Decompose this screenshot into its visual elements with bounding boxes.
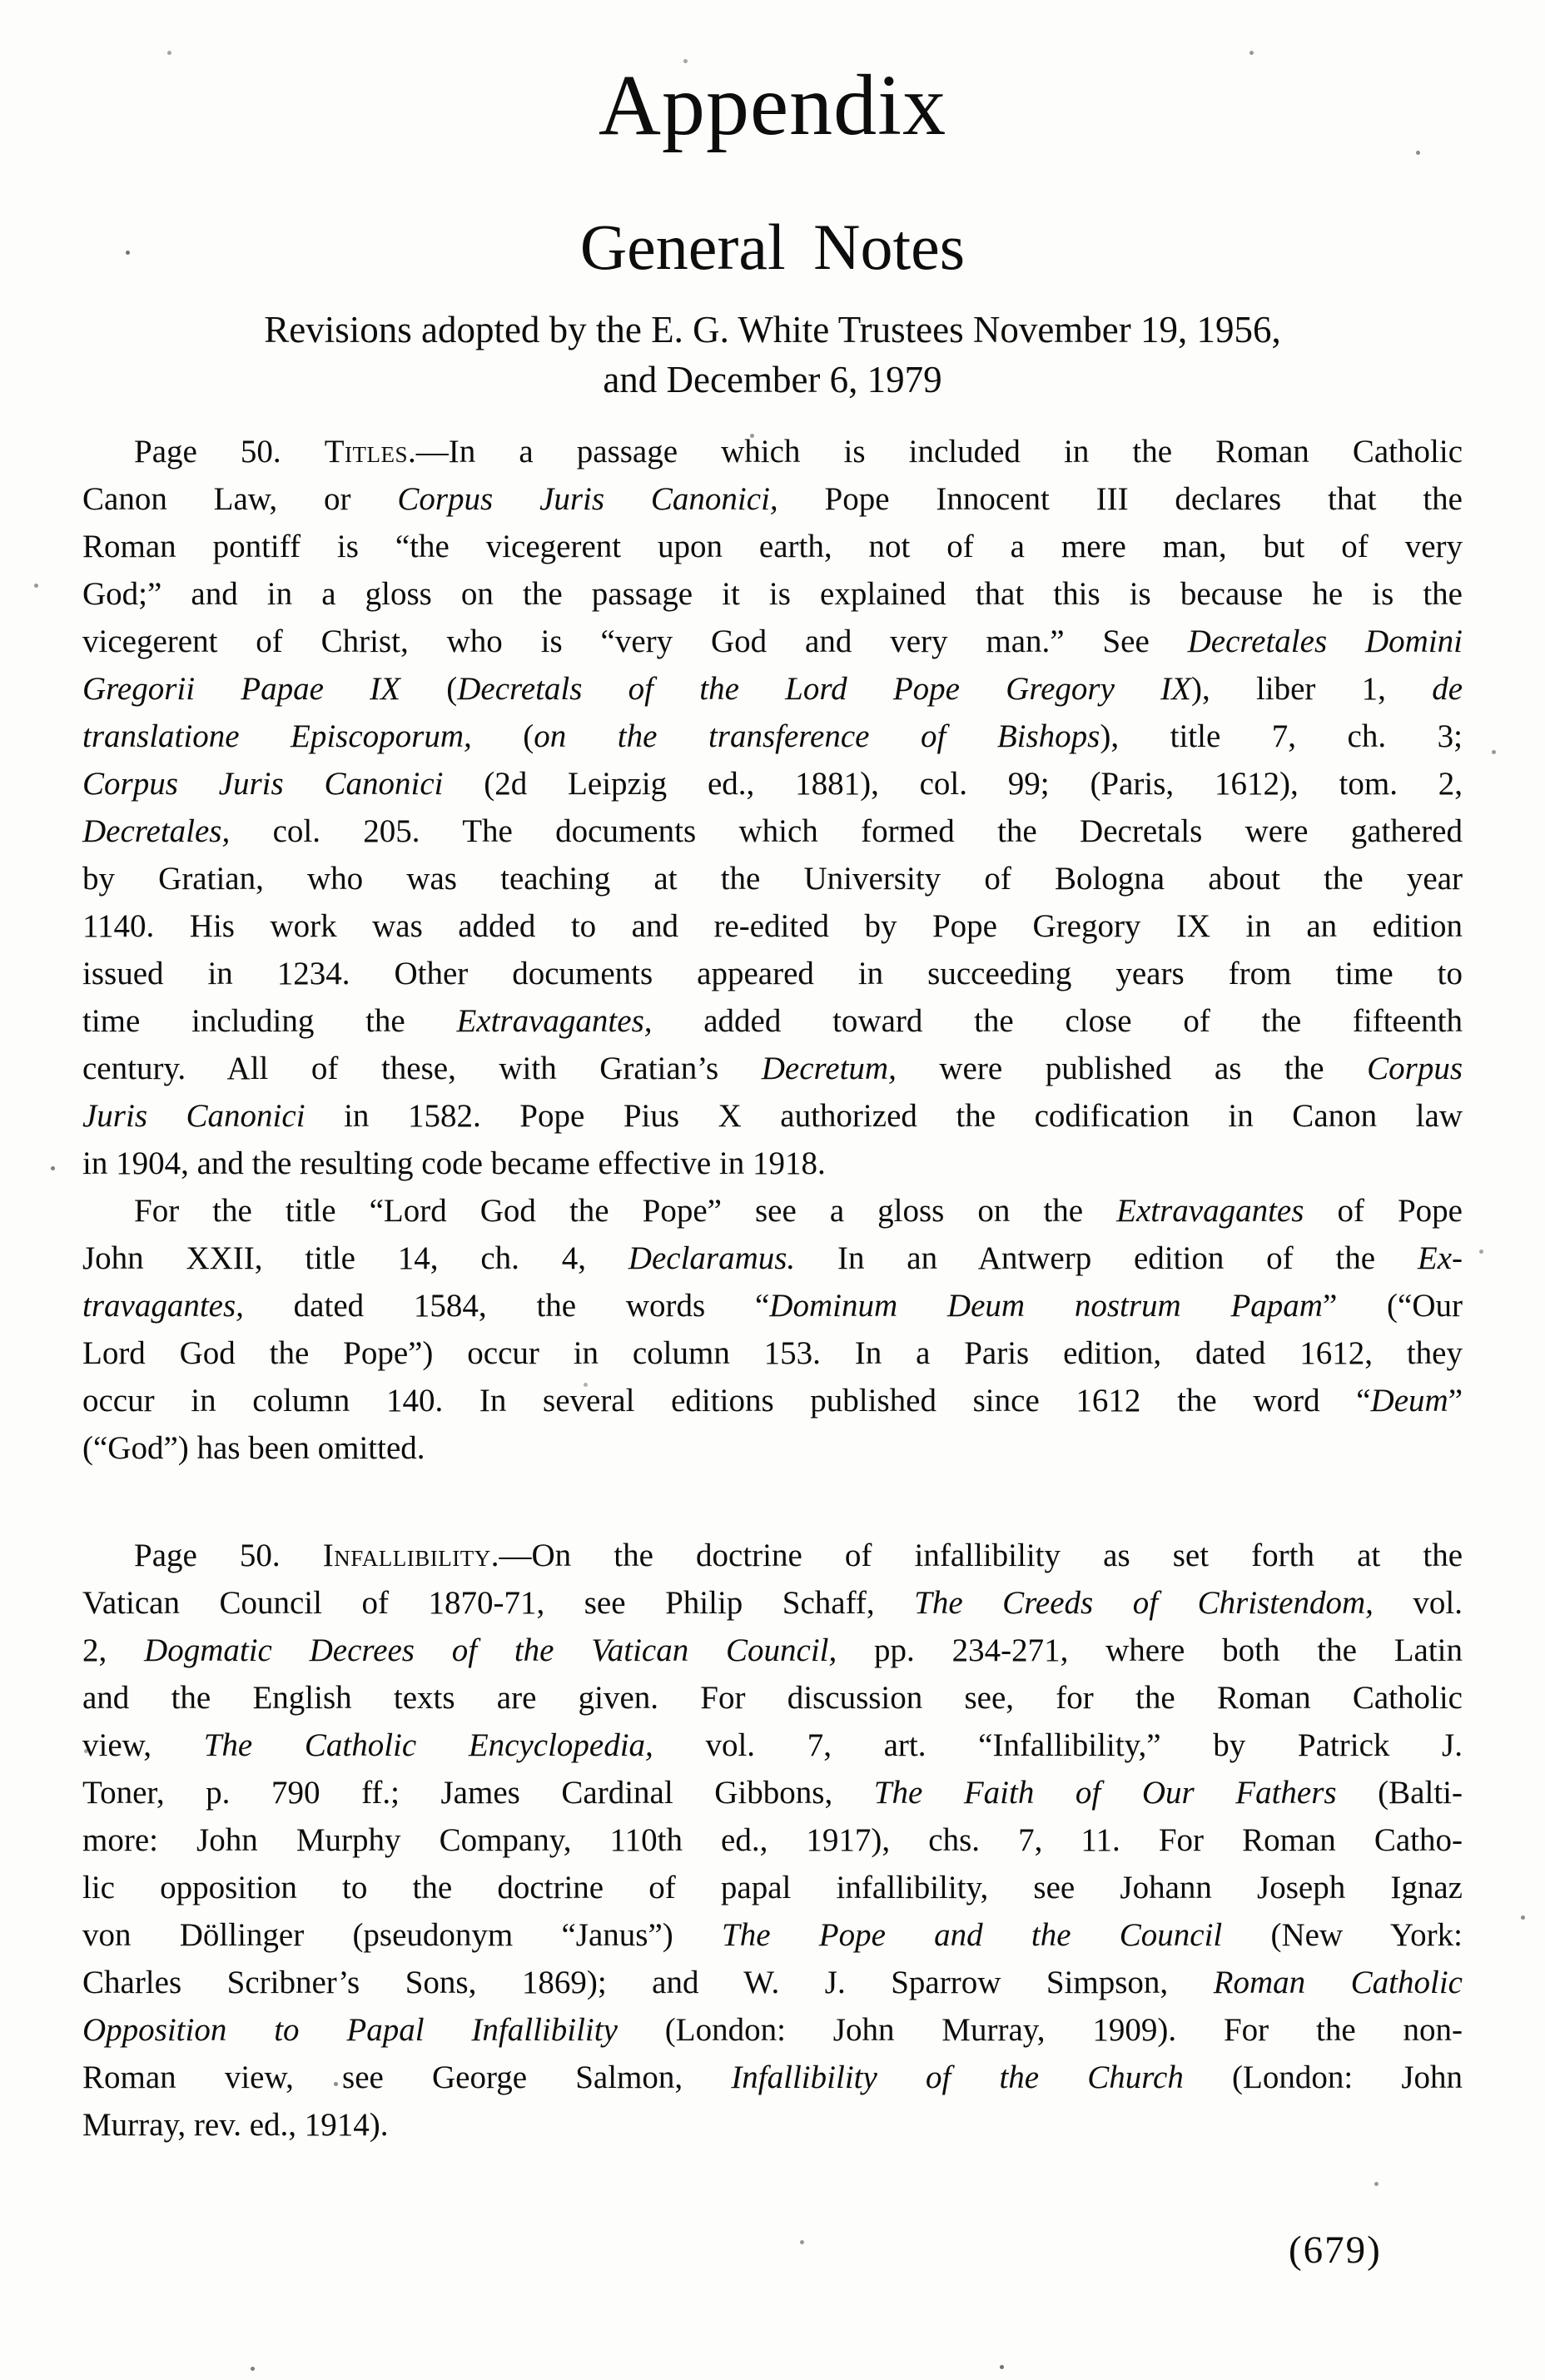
text-line bbox=[82, 855, 1463, 902]
text-line bbox=[82, 1627, 1463, 1674]
text-segment: issued in 1234. Other documents appeared in succeeding years from time to bbox=[82, 955, 1463, 991]
italic-text: Decretales Domini bbox=[1187, 623, 1463, 659]
italic-text: Corpus Juris Canonici, bbox=[397, 480, 778, 517]
text-segment: Lord God the Pope”) occur in column 153. In a Paris edition, dated 1612, they bbox=[82, 1334, 1463, 1371]
italic-text: Decretum, bbox=[761, 1050, 897, 1086]
text-segment: Toner, p. 790 ff.; James Cardinal Gibbons, bbox=[82, 1774, 874, 1811]
page-title: Appendix bbox=[598, 57, 947, 153]
text-segment: lic opposition to the doctrine of papal infallibility, see Johann Joseph Ignaz bbox=[82, 1869, 1463, 1905]
italic-text: Extravagantes, bbox=[456, 1002, 653, 1039]
text-segment: Murray, rev. ed., 1914). bbox=[82, 2106, 389, 2143]
italic-text: travagantes, bbox=[82, 1287, 244, 1324]
smallcaps-text: Infallibility bbox=[322, 1537, 491, 1573]
text-segment: occur in column 140. In several editions published since 1612 the word “ bbox=[82, 1382, 1371, 1419]
text-line bbox=[82, 570, 1463, 618]
text-line bbox=[82, 713, 1463, 760]
text-line bbox=[82, 475, 1463, 523]
paragraph bbox=[82, 428, 1463, 1187]
italic-text: Opposition to Papal Infallibility bbox=[82, 2011, 618, 2048]
text-line bbox=[82, 1911, 1463, 1959]
text-segment: ” bbox=[1448, 1382, 1463, 1419]
italic-text: Declaramus. bbox=[628, 1240, 796, 1276]
text-line bbox=[82, 1235, 1463, 1282]
italic-text: Decretales, bbox=[82, 812, 231, 849]
text-line bbox=[82, 997, 1463, 1045]
italic-text: Roman Catholic bbox=[1213, 1964, 1463, 2000]
scan-noise bbox=[0, 0, 2, 2]
text-line bbox=[82, 523, 1463, 570]
italic-text: Decretals of the Lord Pope Gregory IX bbox=[457, 670, 1191, 707]
text-segment: God;” and in a gloss on the passage it is explained that this is because he is the bbox=[82, 575, 1463, 612]
text-line bbox=[82, 950, 1463, 997]
text-segment: vol. bbox=[1373, 1584, 1463, 1621]
italic-text: on the transference of Bishops bbox=[534, 718, 1100, 754]
text-line bbox=[82, 1959, 1463, 2006]
text-line bbox=[82, 1864, 1463, 1911]
text-line bbox=[82, 1579, 1463, 1627]
text-line bbox=[82, 1329, 1463, 1377]
text-line bbox=[82, 2101, 1463, 2149]
text-segment: (London: John bbox=[1183, 2059, 1463, 2095]
text-segment: Charles Scribner’s Sons, 1869); and W. J. Sparrow Simpson, bbox=[82, 1964, 1214, 2000]
text-line bbox=[82, 428, 1463, 475]
text-line bbox=[82, 1045, 1463, 1092]
text-segment: (Balti- bbox=[1336, 1774, 1463, 1811]
paragraph bbox=[82, 1187, 1463, 1472]
text-segment: Vatican Council of 1870-71, see Philip Schaff, bbox=[82, 1584, 915, 1621]
text-segment: ” (“Our bbox=[1322, 1287, 1463, 1324]
text-segment: Roman view, see George Salmon, bbox=[82, 2059, 732, 2095]
page-number: (679) bbox=[1289, 2228, 1382, 2272]
text-line bbox=[82, 902, 1463, 950]
text-segment: and the English texts are given. For discussion see, for the Roman Catholic bbox=[82, 1679, 1463, 1716]
text-segment: .—On the doctrine of infallibility as set forth at the bbox=[490, 1537, 1463, 1573]
text-segment: vol. 7, art. “Infallibility,” by Patrick J. bbox=[653, 1727, 1463, 1763]
italic-text: translatione Episcoporum, bbox=[82, 718, 472, 754]
text-line bbox=[82, 1092, 1463, 1140]
text-line bbox=[82, 1532, 1463, 1579]
paragraph bbox=[82, 1532, 1463, 2149]
text-segment: 2, bbox=[82, 1632, 145, 1668]
text-segment: For the title “Lord God the Pope” see a gloss on the bbox=[134, 1192, 1117, 1229]
text-segment: Page 50. bbox=[134, 433, 325, 470]
italic-text: The Catholic Encyclopedia, bbox=[203, 1727, 653, 1763]
italic-text: The Faith of Our Fathers bbox=[873, 1774, 1337, 1811]
italic-text: Extravagantes bbox=[1116, 1192, 1304, 1229]
text-segment: Pope Innocent III declares that the bbox=[777, 480, 1463, 517]
text-segment: ( bbox=[400, 670, 458, 707]
text-segment: ( bbox=[471, 718, 534, 754]
italic-text: Ex- bbox=[1417, 1240, 1463, 1276]
italic-text: Deum bbox=[1370, 1382, 1448, 1419]
italic-text: Juris Canonici bbox=[82, 1097, 306, 1134]
section-title: General Notes bbox=[579, 211, 966, 283]
text-line bbox=[82, 1187, 1463, 1235]
text-segment: In an Antwerp edition of the bbox=[795, 1240, 1418, 1276]
text-line bbox=[82, 1816, 1463, 1864]
text-segment: (New York: bbox=[1222, 1916, 1463, 1953]
text-line bbox=[82, 760, 1463, 807]
text-segment: Page 50. bbox=[134, 1537, 323, 1573]
text-segment: in 1904, and the resulting code became effective in 1918. bbox=[82, 1145, 826, 1181]
italic-text: Corpus bbox=[1367, 1050, 1463, 1086]
text-segment: added toward the close of the fifteenth bbox=[652, 1002, 1463, 1039]
text-segment: by Gratian, who was teaching at the University of Bologna about the year bbox=[82, 860, 1463, 897]
italic-text: Gregorii Papae IX bbox=[82, 670, 400, 707]
text-segment: Canon Law, or bbox=[82, 480, 398, 517]
text-line bbox=[82, 618, 1463, 665]
text-segment: dated 1584, the words “ bbox=[243, 1287, 770, 1324]
text-line bbox=[82, 807, 1463, 855]
text-line bbox=[82, 1140, 1463, 1187]
text-segment: von Döllinger (pseudonym “Janus”) bbox=[82, 1916, 723, 1953]
text-segment: Roman pontiff is “the vicegerent upon earth, not of a mere man, but of very bbox=[82, 528, 1463, 564]
text-line bbox=[82, 2006, 1463, 2054]
text-segment: 1140. His work was added to and re-edited by Pope Gregory IX in an edition bbox=[82, 907, 1463, 944]
text-line bbox=[82, 665, 1463, 713]
text-segment: .—In a passage which is included in the Roman Catholic bbox=[408, 433, 1463, 470]
text-segment: (“God”) has been omitted. bbox=[82, 1429, 425, 1466]
text-line bbox=[82, 1377, 1463, 1424]
italic-text: Dominum Deum nostrum Papam bbox=[769, 1287, 1323, 1324]
text-segment: time including the bbox=[82, 1002, 457, 1039]
text-segment: vicegerent of Christ, who is “very God and very man.” See bbox=[82, 623, 1188, 659]
text-segment: col. 205. The documents which formed the Decretals were gathered bbox=[230, 812, 1463, 849]
text-segment: John XXII, title 14, ch. 4, bbox=[82, 1240, 628, 1276]
text-segment: century. All of these, with Gratian’s bbox=[82, 1050, 762, 1086]
text-segment: pp. 234-271, where both the Latin bbox=[837, 1632, 1463, 1668]
text-line bbox=[82, 1722, 1463, 1769]
italic-text: The Pope and the Council bbox=[722, 1916, 1223, 1953]
text-segment: in 1582. Pope Pius X authorized the codification in Canon law bbox=[305, 1097, 1463, 1134]
body-text bbox=[82, 428, 1463, 2149]
text-line bbox=[82, 1674, 1463, 1722]
italic-text: de bbox=[1432, 670, 1463, 707]
italic-text: Dogmatic Decrees of the Vatican Council, bbox=[144, 1632, 837, 1668]
text-line bbox=[82, 2054, 1463, 2101]
text-line bbox=[82, 1769, 1463, 1816]
revision-note-line1: Revisions adopted by the E. G. White Trustees November 19, 1956, bbox=[264, 308, 1281, 350]
revision-note-line2: and December 6, 1979 bbox=[603, 358, 942, 400]
text-segment: (London: John Murray, 1909). For the non- bbox=[617, 2011, 1463, 2048]
text-segment: view, bbox=[82, 1727, 204, 1763]
text-segment: (2d Leipzig ed., 1881), col. 99; (Paris, 1612), tom. 2, bbox=[443, 765, 1463, 802]
smallcaps-text: Titles bbox=[324, 433, 409, 470]
text-line bbox=[82, 1424, 1463, 1472]
italic-text: Infallibility of the Church bbox=[731, 2059, 1184, 2095]
text-segment: more: John Murphy Company, 110th ed., 1917), chs. 7, 11. For Roman Catho- bbox=[82, 1821, 1463, 1858]
italic-text: The Creeds of Christendom, bbox=[914, 1584, 1374, 1621]
text-segment: ), liber 1, bbox=[1190, 670, 1433, 707]
page-header bbox=[0, 0, 1545, 405]
italic-text: Corpus Juris Canonici bbox=[82, 765, 444, 802]
text-segment: ), title 7, ch. 3; bbox=[1100, 718, 1463, 754]
text-line bbox=[82, 1282, 1463, 1329]
text-segment: of Pope bbox=[1304, 1192, 1463, 1229]
text-segment: were published as the bbox=[896, 1050, 1368, 1086]
